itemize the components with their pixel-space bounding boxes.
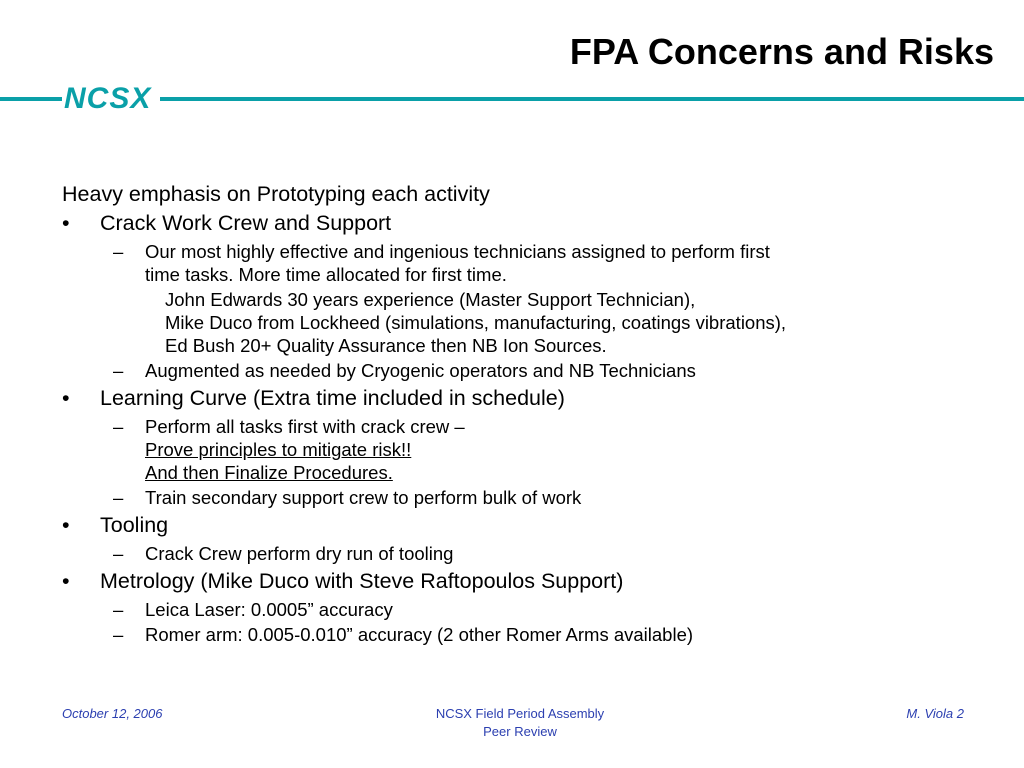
bullet-tooling [62,511,992,540]
dash-icon: – [113,599,124,620]
sub-item-line: Our most highly effective and ingenious technicians assigned to perform first [145,241,770,262]
footer-page-author: M. Viola 2 [906,706,964,721]
sub-item-crack-crew-first [62,415,992,484]
finalize-procedures-text: And then Finalize Procedures. [145,462,393,483]
technician-line: John Edwards 30 years experience (Master Support Technician), [165,289,696,310]
sub-item-line: Perform all tasks first with crack crew – [145,416,465,437]
sub-item-romer-arm [62,623,992,646]
sub-item-leica-laser [62,598,992,621]
dash-icon: – [113,416,124,437]
sub-item-augmented [62,359,992,382]
dash-icon: – [113,624,124,645]
sub-item-line: Crack Crew perform dry run of tooling [145,543,454,564]
dash-icon: – [113,487,124,508]
sub-item-technicians [62,240,992,286]
dash-icon: – [113,241,124,262]
dash-icon: – [113,543,124,564]
sub-item-line: Leica Laser: 0.0005” accuracy [145,599,393,620]
bullet-label: Metrology (Mike Duco with Steve Raftopoulos Support) [100,569,624,593]
sub-item-dry-run [62,542,992,565]
bullet-icon: • [62,569,70,593]
bullet-icon: • [62,386,70,410]
sub-item-secondary-crew [62,486,992,509]
bullet-label: Tooling [100,513,169,537]
bullet-metrology [62,567,992,596]
bullet-icon: • [62,211,70,235]
slide-title: FPA Concerns and Risks [569,31,994,72]
sub-item-line: Romer arm: 0.005-0.010” accuracy (2 other Romer Arms available) [145,624,694,645]
header-rule-left [0,97,62,101]
sub-item-line: Augmented as needed by Cryogenic operators and NB Technicians [145,360,696,381]
technician-line: Ed Bush 20+ Quality Assurance then NB Ion Sources. [165,335,607,356]
footer-date: October 12, 2006 [62,706,163,721]
dash-icon: – [113,360,124,381]
intro-line: Heavy emphasis on Prototyping each activity [62,182,490,206]
bullet-label: Crack Work Crew and Support [100,211,392,235]
sub-item-line: Train secondary support crew to perform bulk of work [145,487,582,508]
header-rule-right [160,97,1024,101]
footer-center [380,705,660,741]
sub-item-line: time tasks. More time allocated for first time. [145,264,507,285]
technician-line: Mike Duco from Lockheed (simulations, manufacturing, coatings vibrations), [165,312,787,333]
footer-center-line: Peer Review [483,724,557,739]
prove-principles-text: Prove principles to mitigate risk!! [145,439,412,460]
technician-names [62,288,992,357]
bullet-label: Learning Curve (Extra time included in schedule) [100,386,565,410]
slide-body [62,180,992,646]
footer-center-line: NCSX Field Period Assembly [435,706,605,721]
ncsx-logo: NCSX [64,82,152,115]
bullet-learning-curve [62,384,992,413]
bullet-crack-work-crew [62,209,992,238]
bullet-icon: • [62,513,70,537]
